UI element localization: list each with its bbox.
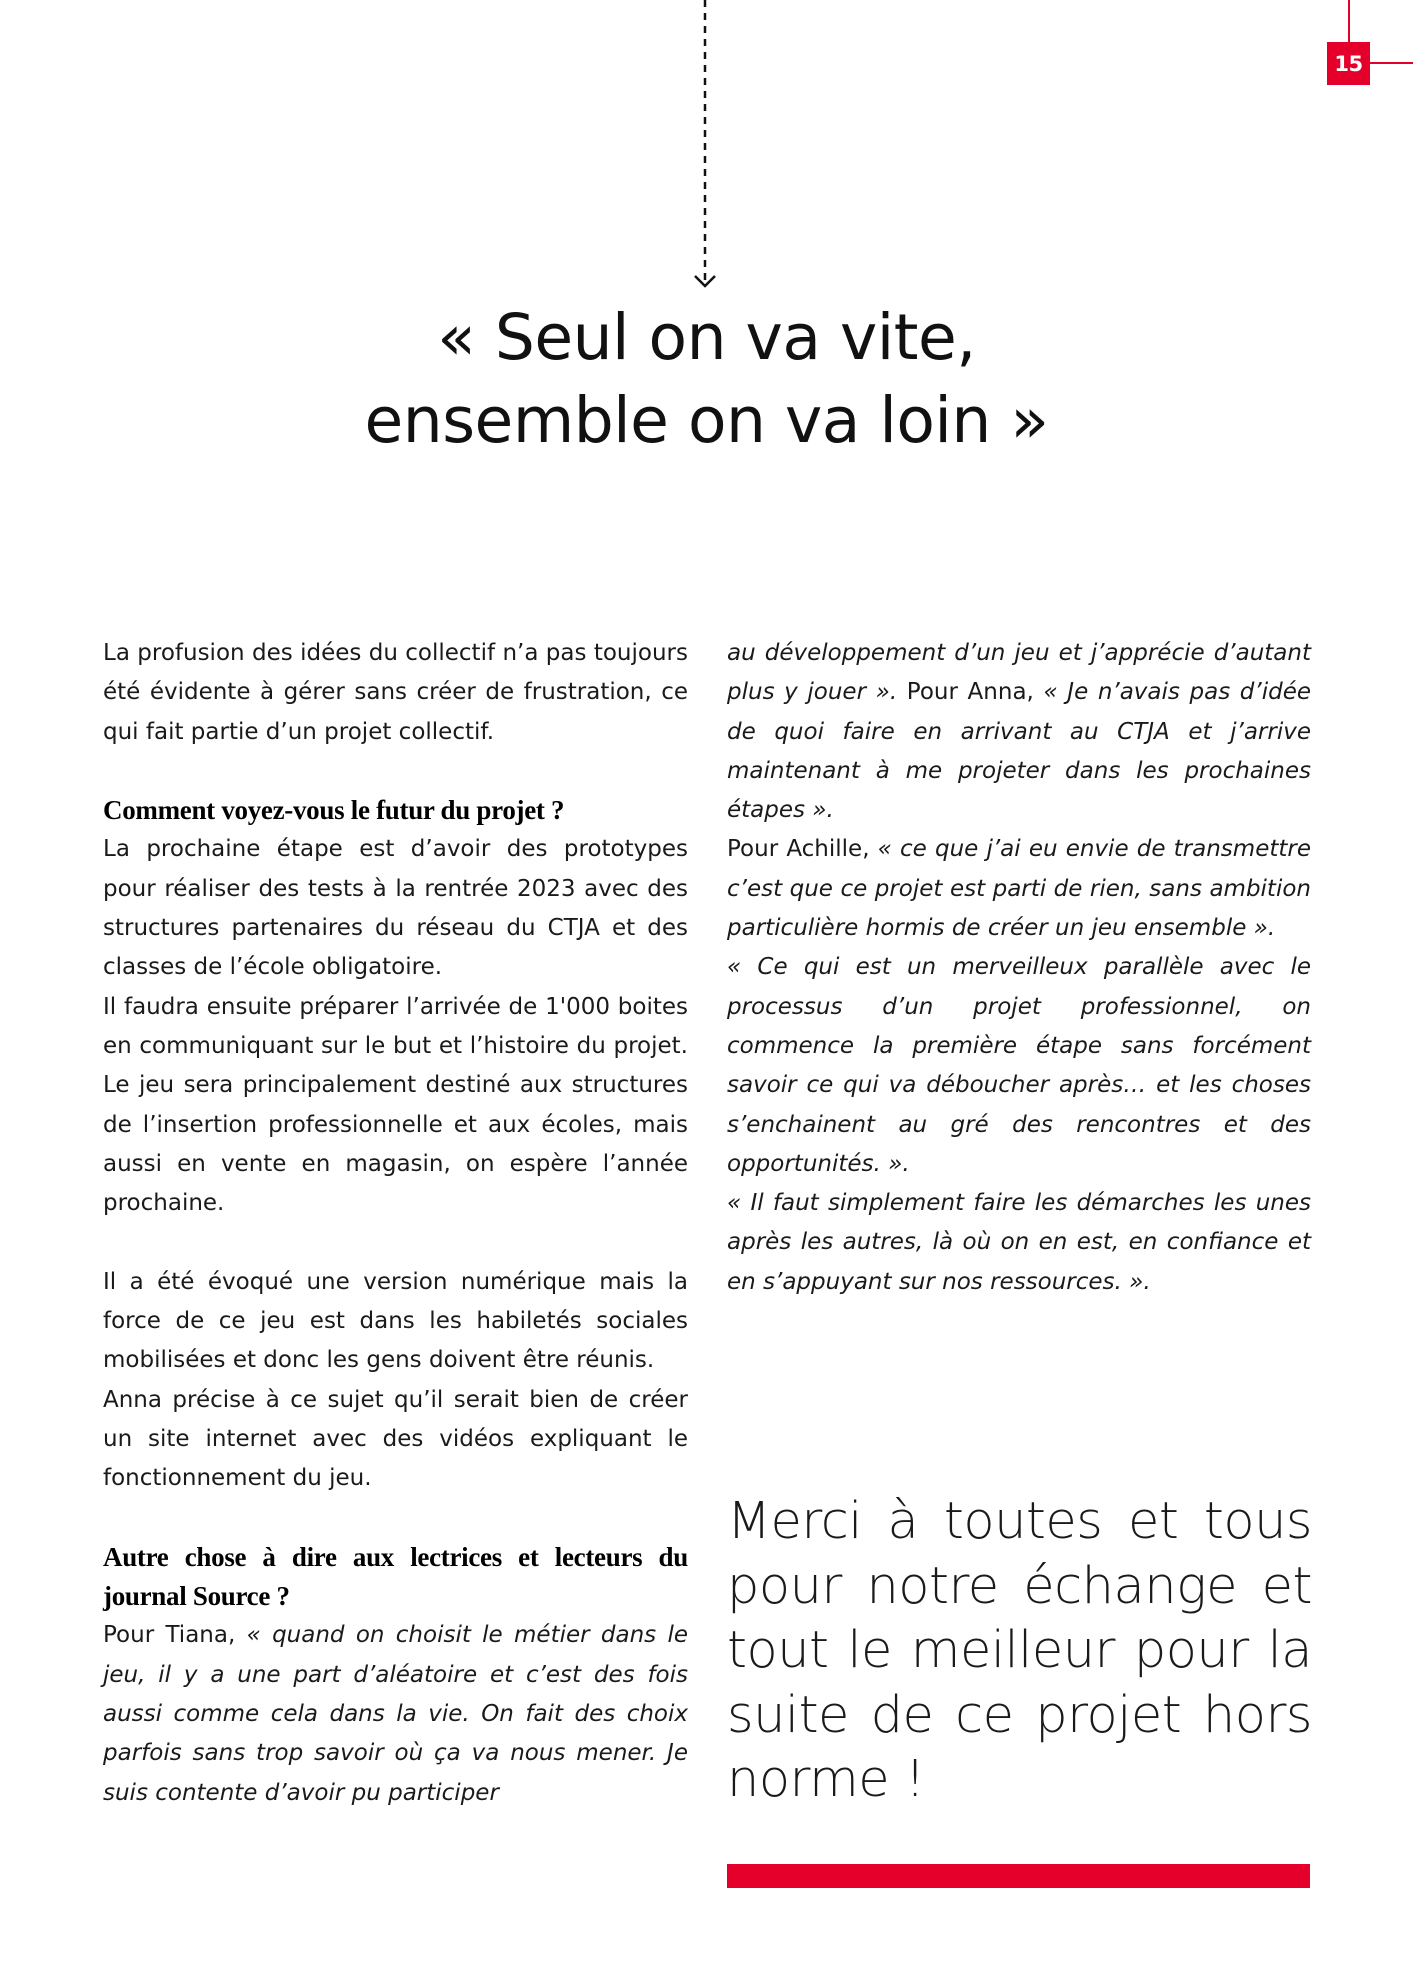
question-heading-readers: Autre chose à dire aux lectrices et lecteurs du journal Source ? — [103, 1541, 688, 1612]
anna-quote: « Je n’avais pas d’idée de quoi faire en arrivant au CTJA et j’arrive maintenant à me projeter dans les prochaines étapes ». — [727, 679, 1311, 824]
tiana-quote-continued: au développement d’un jeu et j’apprécie d’autant plus y jouer ». — [727, 640, 1311, 706]
page-number-badge — [1327, 42, 1370, 85]
anna-intro: Pour Anna, — [897, 679, 1044, 706]
dashed-down-arrow-icon — [693, 0, 717, 292]
page-marker-horizontal-line — [1370, 62, 1413, 64]
closing-thanks: Merci à toutes et tous pour notre échange et tout le meilleur pour la suite de ce projet hors norme ! — [727, 1492, 1312, 1809]
right-column — [727, 634, 1311, 1302]
question-heading-future: Comment voyez-vous le futur du projet ? — [103, 795, 565, 826]
pull-quote — [200, 296, 1213, 462]
tiana-quote: « quand on choisit le métier dans le jeu, il y a une part d’aléatoire et c’est des fois aussi comme cela dans la vie. On fait des choix parfois sans trop savoir où ça va nous mener. Je suis contente d’avoir pu participer — [103, 1622, 688, 1806]
parallel-quote: « Ce qui est un merveilleux parallèle avec le processus d’un projet professionnel, on commence la première étape sans forcément savoir ce qui va déboucher après… et les choses s’enchainent au gré des rencontres et des opportunités. ». — [727, 954, 1311, 1177]
pull-quote-line-1: « Seul on va vite, — [437, 301, 976, 374]
answer-paragraph-boxes: Il faudra ensuite préparer l’arrivée de 1'000 boites en communiquant sur le but et l’histoire du projet. Le jeu sera principalement destiné aux structures de l’insertion professionnelle et aux écoles, mais aussi en vente en magasin, on espère l’année prochaine. — [103, 993, 688, 1217]
tiana-paragraph — [103, 1616, 688, 1812]
page-number: 15 — [1334, 51, 1363, 76]
achille-intro: Pour Achille, — [727, 836, 878, 863]
pull-quote-line-2: ensemble on va loin » — [364, 384, 1049, 457]
tiana-intro: Pour Tiana, — [103, 1622, 247, 1649]
red-accent-bar — [727, 1864, 1310, 1888]
achille-paragraph — [727, 830, 1311, 948]
left-column — [103, 634, 688, 1813]
steps-quote: « Il faut simplement faire les démarches les unes après les autres, là où on en est, en confiance et en s’appuyant sur nos ressources. ». — [727, 1190, 1311, 1295]
intro-paragraph: La profusion des idées du collectif n’a pas toujours été évidente à gérer sans créer de frustration, ce qui fait partie d’un projet collectif. — [103, 640, 688, 745]
achille-quote: « ce que j’ai eu envie de transmettre c’est que ce projet est parti de rien, sans ambition particulière hormis de créer un jeu ensemble ». — [727, 836, 1311, 942]
tiana-anna-paragraph — [727, 634, 1311, 830]
answer-paragraph-digital: Il a été évoqué une version numérique mais la force de ce jeu est dans les habiletés sociales mobilisées et donc les gens doivent être réunis. — [103, 1268, 688, 1374]
answer-paragraph-prototypes: La prochaine étape est d’avoir des prototypes pour réaliser des tests à la rentrée 2023 avec des structures partenaires du réseau du CTJA et des classes de l’école obligatoire. — [103, 836, 688, 981]
answer-paragraph-website: Anna précise à ce sujet qu’il serait bien de créer un site internet avec des vidéos expliquant le fonctionnement du jeu. — [103, 1386, 688, 1492]
page-marker-vertical-line — [1348, 0, 1350, 42]
